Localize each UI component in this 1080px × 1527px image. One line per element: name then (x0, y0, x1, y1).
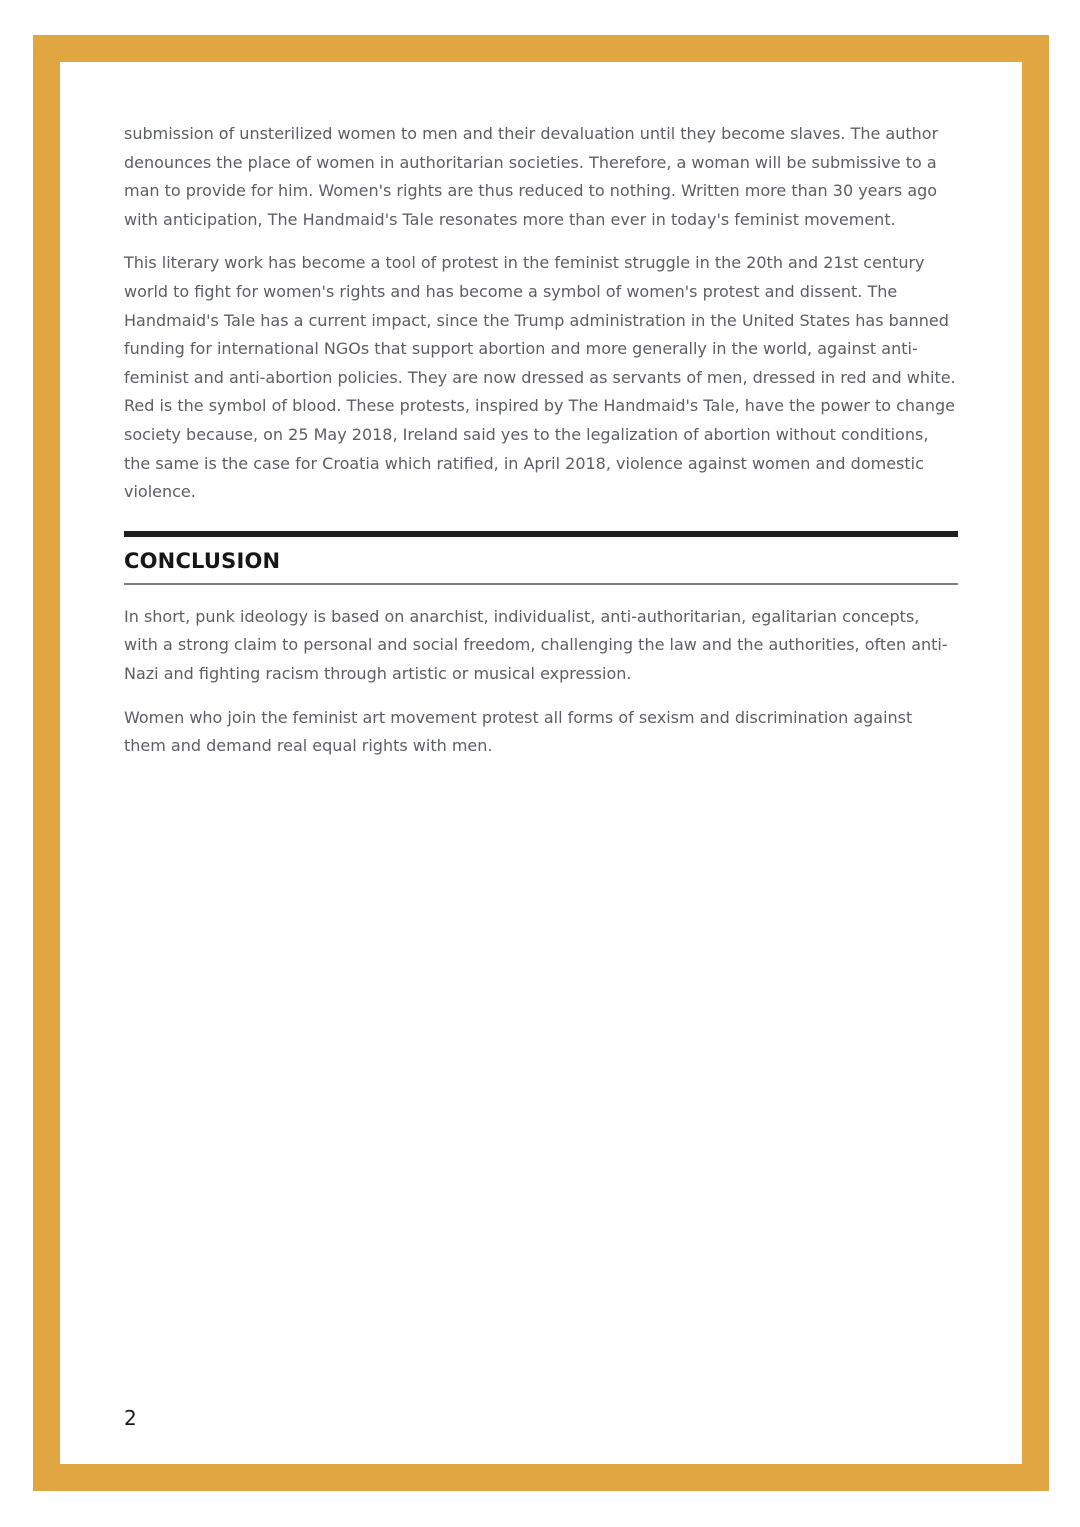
paragraph-conclusion-punk-ideology: In short, punk ideology is based on anarchist, individualist, anti-authoritarian, egalitarian concepts, with a strong claim to personal and social freedom, challenging the law and the authorities, often anti-Nazi and fighting racism through artistic or musical expression. (124, 606, 948, 683)
decorative-border-frame (33, 35, 1049, 1491)
document-page (60, 62, 1022, 1464)
document-content (124, 120, 958, 776)
section-title: CONCLUSION (124, 548, 281, 573)
paragraph-protest-movement: This literary work has become a tool of protest in the feminist struggle in the 20th and 21st century world to fight for women's rights and has become a symbol of women's protest and dissent. The Handmaid's Tale has a current impact, since the Trump administration in the United States has banned funding for international NGOs that support abortion and more generally in the world, against anti-feminist and anti-abortion policies. They are now dressed as servants of men, dressed in red and white. Red is the symbol of blood. These protests, inspired by The Handmaid's Tale, have the power to change society because, on 25 May 2018, Ireland said yes to the legalization of abortion without conditions, the same is the case for Croatia which ratified, in April 2018, violence against women and domestic violence. (124, 253, 956, 502)
paragraph-conclusion-feminist-art: Women who join the feminist art movement protest all forms of sexism and discrimination against them and demand real equal rights with men. (124, 707, 913, 756)
page-number: 2 (124, 1406, 137, 1430)
section-heading-conclusion (124, 531, 958, 585)
paragraph-handmaids-tale-intro: submission of unsterilized women to men and their devaluation until they become slaves. The author denounces the place of women in authoritarian societies. Therefore, a woman will be submissive to a man to provide for him. Women's rights are thus reduced to nothing. Written more than 30 years ago with anticipation, The Handmaid's Tale resonates more than ever in today's feminist movement. (124, 124, 939, 229)
